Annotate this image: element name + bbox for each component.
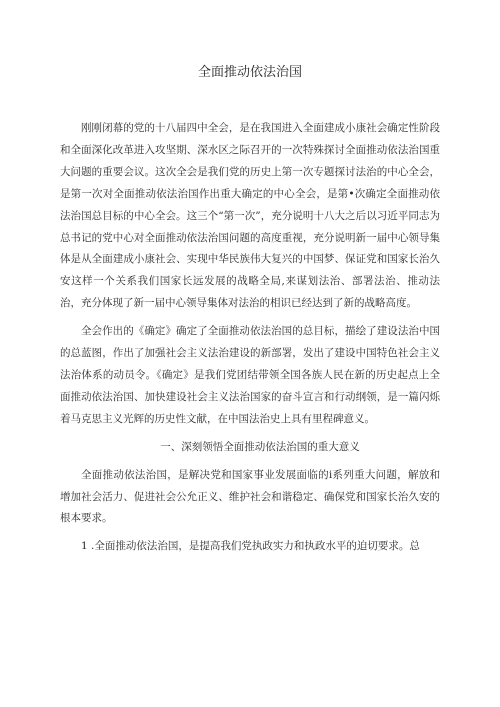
- paragraph-significance: 全面推动依法治国，是解决党和国家事业发展面临的i系列重大问题，解放和增加社会活力、促进社会公允正义、维护社会和谐稳定、确保党和国家长治久安的根本要求。: [60, 468, 440, 525]
- document-title: 全面推动依法治国: [197, 65, 302, 80]
- document-body: [60, 118, 440, 564]
- paragraph-item-1: 1 .全面推动依法治国，是提高我们党执政实力和执政水平的迫切要求。总: [81, 540, 420, 553]
- section-heading: 一、深刻领悟全面推动依法治国的重大意义: [160, 440, 360, 453]
- paragraph-decision: 全会作出的《确定》确定了全面推动依法治国的总目标，描绘了建设法治中国的总蓝图，作出了加强社会主义法治建设的新部署，发出了建设中国特色社会主义法治体系的动员令。《确定》是我们党团结带领全国各族人民在新的历史起点上全面推动依法治国、加快建设社会主义法治国家的奋斗宣言和行动纲领，是一篇闪烁着马克思主义光辉的历史性文献，在中国法治史上具有里程碑意义。: [60, 325, 440, 425]
- paragraph-intro: 刚刚闭幕的党的十八届四中全会，是在我国进入全面建成小康社会确定性阶段和全面深化改革进入攻坚期、深水区之际召开的一次特殊探讨全面推动依法治国重大问题的重要会议。这次全会是我们党的历史上第一次专题探讨法治的中心全会，是第一次对全面推动依法治国作出重大确定的中心全会，是第•次确定全面推动依法治国总目标的中心全会。这三个“第一次”，充分说明十八大之后以习近平同志为总书记的党中心对全面推动依法治国问题的高度重视，充分说明新一届中心领导集体是从全面建成小康社会、实现中华民族伟大复兴的中国梦、保证党和国家长治久安这样一个关系我们国家长远发展的战略全局,来谋划法治、部署法治、推动法治，充分体现了新一届中心领导集体对法治的相识已经达到了新的战略高度。: [60, 122, 440, 310]
